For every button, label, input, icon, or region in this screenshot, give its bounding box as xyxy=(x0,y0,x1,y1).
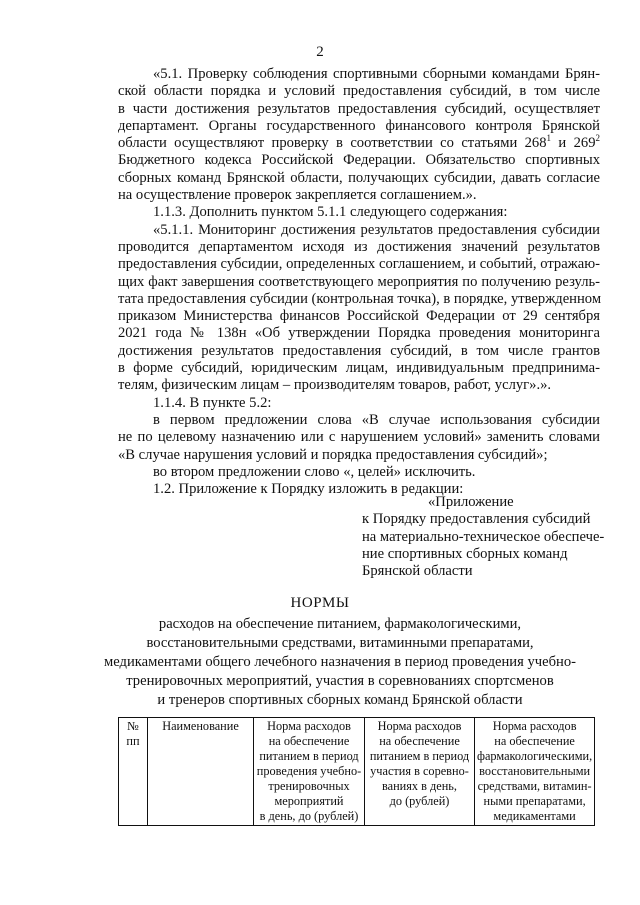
header-cell-line: № xyxy=(127,719,139,733)
document-subtitle xyxy=(100,615,580,710)
text-line: приказом Министерства финансов Российской Федерации от 29 сентября xyxy=(118,308,600,325)
text-line: достижения результатов предоставления субсидий, в том числе грантов xyxy=(118,342,600,359)
text-line: департамент. Органы государственного финансового контроля Брянской xyxy=(118,117,600,134)
header-cell-line: Норма расходов xyxy=(492,719,577,733)
text-line: ской области порядка и условий предоставления субсидий, в том числе xyxy=(118,83,600,100)
text-line: «В случае нарушения условий и порядка предоставления субсидий»; xyxy=(118,446,548,463)
text-line: в части достижения результатов предоставления субсидий, осуществляет xyxy=(118,100,600,117)
text-line: 1.1.3. Дополнить пунктом 5.1.1 следующего содержания: xyxy=(153,204,508,221)
subtitle-line: расходов на обеспечение питанием, фармакологическими, xyxy=(158,616,522,632)
header-cell-line: средствами, витамин- xyxy=(477,779,592,793)
subtitle-line: восстановительными средствами, витаминными препаратами, xyxy=(146,635,534,651)
body-text xyxy=(118,66,600,498)
header-cell-line: участия в соревно- xyxy=(370,764,469,778)
header-cell-line: питанием в период xyxy=(259,749,359,763)
text-line: области осуществляют проверку в соответствии со статьями $268^1$ и $269^2$ xyxy=(118,133,600,152)
header-cell-line: восстановительными xyxy=(479,764,591,778)
text-line: «5.1.1. Мониторинг достижения результатов предоставления субсидии xyxy=(153,221,600,238)
appendix-line: к Порядку предоставления субсидий xyxy=(362,511,591,528)
text-line: сборных команд Брянской области, получающих субсидии, давать согласие xyxy=(118,169,600,186)
text-line: на осуществление проверок закрепляется соглашением.». xyxy=(118,187,477,204)
text-line: не по целевому назначению или с нарушением условий» заменить словами xyxy=(118,429,600,446)
text-line: 1.1.4. В пункте 5.2: xyxy=(153,394,272,411)
header-cell-line: ными препаратами, xyxy=(483,794,586,808)
header-norm-competition xyxy=(365,718,475,826)
appendix-caption xyxy=(362,494,612,580)
text-line: 2021 года № 138н «Об утверждении Порядка проведения мониторинга xyxy=(118,325,600,342)
subtitle-line: тренировочных мероприятий, участия в соревнованиях спортсменов xyxy=(126,673,554,689)
header-cell-line: медикаментами xyxy=(493,809,576,823)
text-line: во втором предложении слово «, целей» исключить. xyxy=(153,463,476,480)
text-line: в форме субсидий, юридическим лицам, индивидуальным предпринима- xyxy=(118,360,600,377)
header-cell-line: мероприятий xyxy=(274,794,344,808)
header-number xyxy=(119,718,148,826)
header-cell-line: на обеспечение xyxy=(379,734,460,748)
text-line: телям, физическим лицам – производителям товаров, работ, услуг».». xyxy=(118,377,552,394)
header-cell-line: до (рублей) xyxy=(389,794,450,808)
text-line: щих факт завершения соответствующего мероприятия по получению резуль- xyxy=(118,273,600,290)
header-cell-line: на обеспечение xyxy=(268,734,350,748)
header-cell-line: Норма расходов xyxy=(267,719,351,733)
header-norm-training xyxy=(254,718,365,826)
appendix-line: «Приложение xyxy=(428,494,514,510)
header-cell-line: питанием в период xyxy=(369,749,470,763)
header-cell-line: в день, до (рублей) xyxy=(259,809,359,823)
subtitle-line: и тренеров спортивных сборных команд Брянской области xyxy=(157,692,523,708)
subtitle-line: медикаментами общего лечебного назначения в период проведения учебно- xyxy=(104,654,576,670)
text-line: Бюджетного кодекса Российской Федерации. Обязательство спортивных xyxy=(118,152,600,169)
header-cell-line: проведения учебно- xyxy=(256,764,362,778)
text-line: 1.2. Приложение к Порядку изложить в редакции: xyxy=(153,481,464,498)
text-line: «5.1. Проверку соблюдения спортивными сборными командами Брян- xyxy=(153,66,600,82)
document-title: НОРМЫ xyxy=(290,595,350,611)
appendix-line: на материально-техническое обеспече- xyxy=(362,528,605,545)
text-line: тата предоставления субсидии (контрольная точка), в порядке, утвержденном xyxy=(118,290,602,307)
appendix-line: ние спортивных сборных команд xyxy=(362,545,568,562)
header-cell-line: пп xyxy=(126,734,140,748)
header-name xyxy=(148,718,254,826)
header-cell-line: ваниях в день, xyxy=(381,779,457,793)
table-header-row xyxy=(119,718,595,826)
text-line: предоставления субсидии, определенных соглашением, и событий, отражаю- xyxy=(118,256,600,273)
text-line: проводится департаментом исходя из достижения значений результатов xyxy=(118,238,600,255)
text-line: в первом предложении слова «В случае использования субсидии xyxy=(153,411,600,428)
header-cell-line: на обеспечение xyxy=(494,734,575,748)
norms-table xyxy=(118,717,595,826)
header-cell-line: тренировочных xyxy=(268,779,350,793)
header-cell-line: Наименование xyxy=(162,719,239,733)
header-norm-pharma xyxy=(475,718,595,826)
header-cell-line: Норма расходов xyxy=(377,719,462,733)
header-cell-line: фармакологическими, xyxy=(477,749,593,763)
page-number: 2 xyxy=(316,44,324,60)
appendix-line: Брянской области xyxy=(362,563,473,580)
